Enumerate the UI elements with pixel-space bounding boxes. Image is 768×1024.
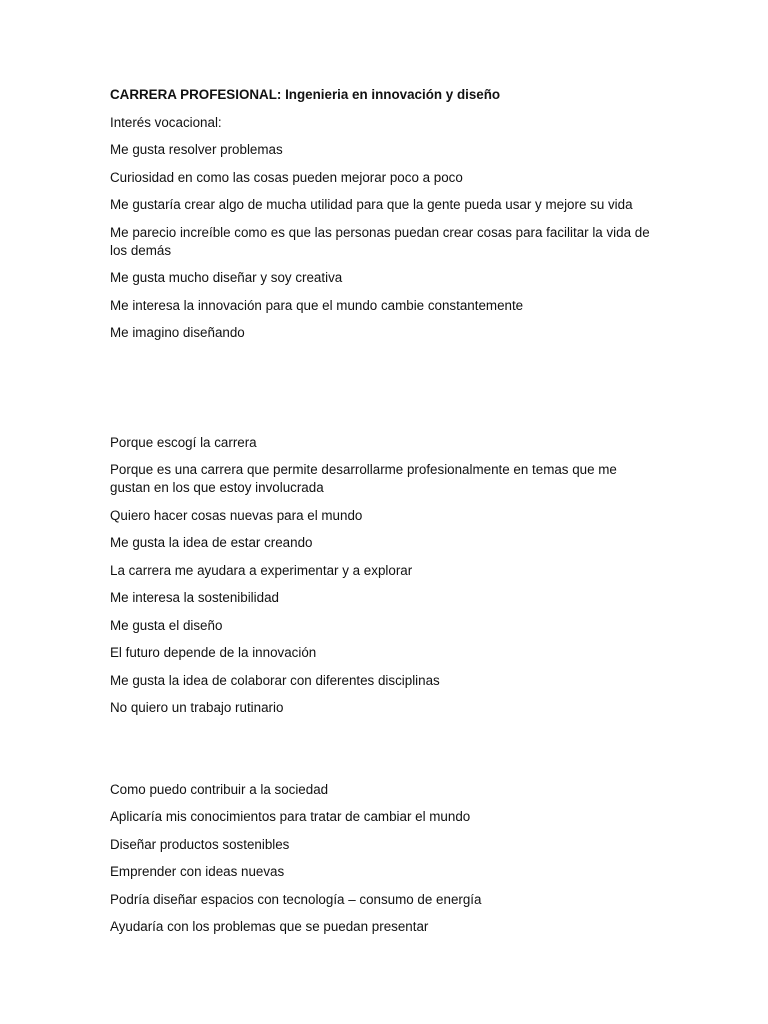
document-body: [110, 86, 658, 946]
list-item: Me imagino diseñando: [110, 325, 245, 340]
list-item: Me parecio increíble como es que las personas puedan crear cosas para facilitar la vida de los demás: [110, 224, 650, 258]
list-item: Curiosidad en como las cosas pueden mejorar poco a poco: [110, 169, 463, 185]
list-item: Me gustaría crear algo de mucha utilidad para que la gente pueda usar y mejore su vida: [110, 197, 633, 212]
list-item: Me interesa la sostenibilidad: [110, 590, 279, 605]
list-item: Aplicaría mis conocimientos para tratar de cambiar el mundo: [110, 809, 471, 824]
list-item: Quiero hacer cosas nuevas para el mundo: [110, 507, 363, 523]
list-item: Emprender con ideas nuevas: [110, 864, 285, 879]
list-item: El futuro depende de la innovación: [110, 645, 317, 660]
blank-lines: [110, 727, 658, 781]
blank-lines: [110, 352, 658, 434]
document-heading: CARRERA PROFESIONAL: Ingenieria en innovación y diseño: [110, 87, 501, 102]
list-item: No quiero un trabajo rutinario: [110, 700, 284, 715]
list-item: Me gusta resolver problemas: [110, 142, 283, 157]
list-item: Me gusta el diseño: [110, 617, 223, 633]
section-title-why-career: Porque escogí la carrera: [110, 434, 257, 450]
list-item: Diseñar productos sostenibles: [110, 836, 290, 852]
list-item: Podría diseñar espacios con tecnología – consumo de energía: [110, 891, 482, 907]
list-item: Me gusta mucho diseñar y soy creativa: [110, 270, 343, 285]
list-item: Me gusta la idea de estar creando: [110, 535, 313, 550]
section-title-contribution: Como puedo contribuir a la sociedad: [110, 781, 329, 797]
list-item: Ayudaría con los problemas que se puedan presentar: [110, 919, 429, 934]
section-title-vocational-interest: Interés vocacional:: [110, 114, 222, 130]
list-item: La carrera me ayudara a experimentar y a explorar: [110, 562, 413, 578]
list-item: Me gusta la idea de colaborar con diferentes disciplinas: [110, 672, 440, 688]
list-item: Porque es una carrera que permite desarrollarme profesionalmente en temas que me gustan en los que estoy involucrada: [110, 462, 617, 495]
list-item: Me interesa la innovación para que el mundo cambie constantemente: [110, 297, 524, 313]
